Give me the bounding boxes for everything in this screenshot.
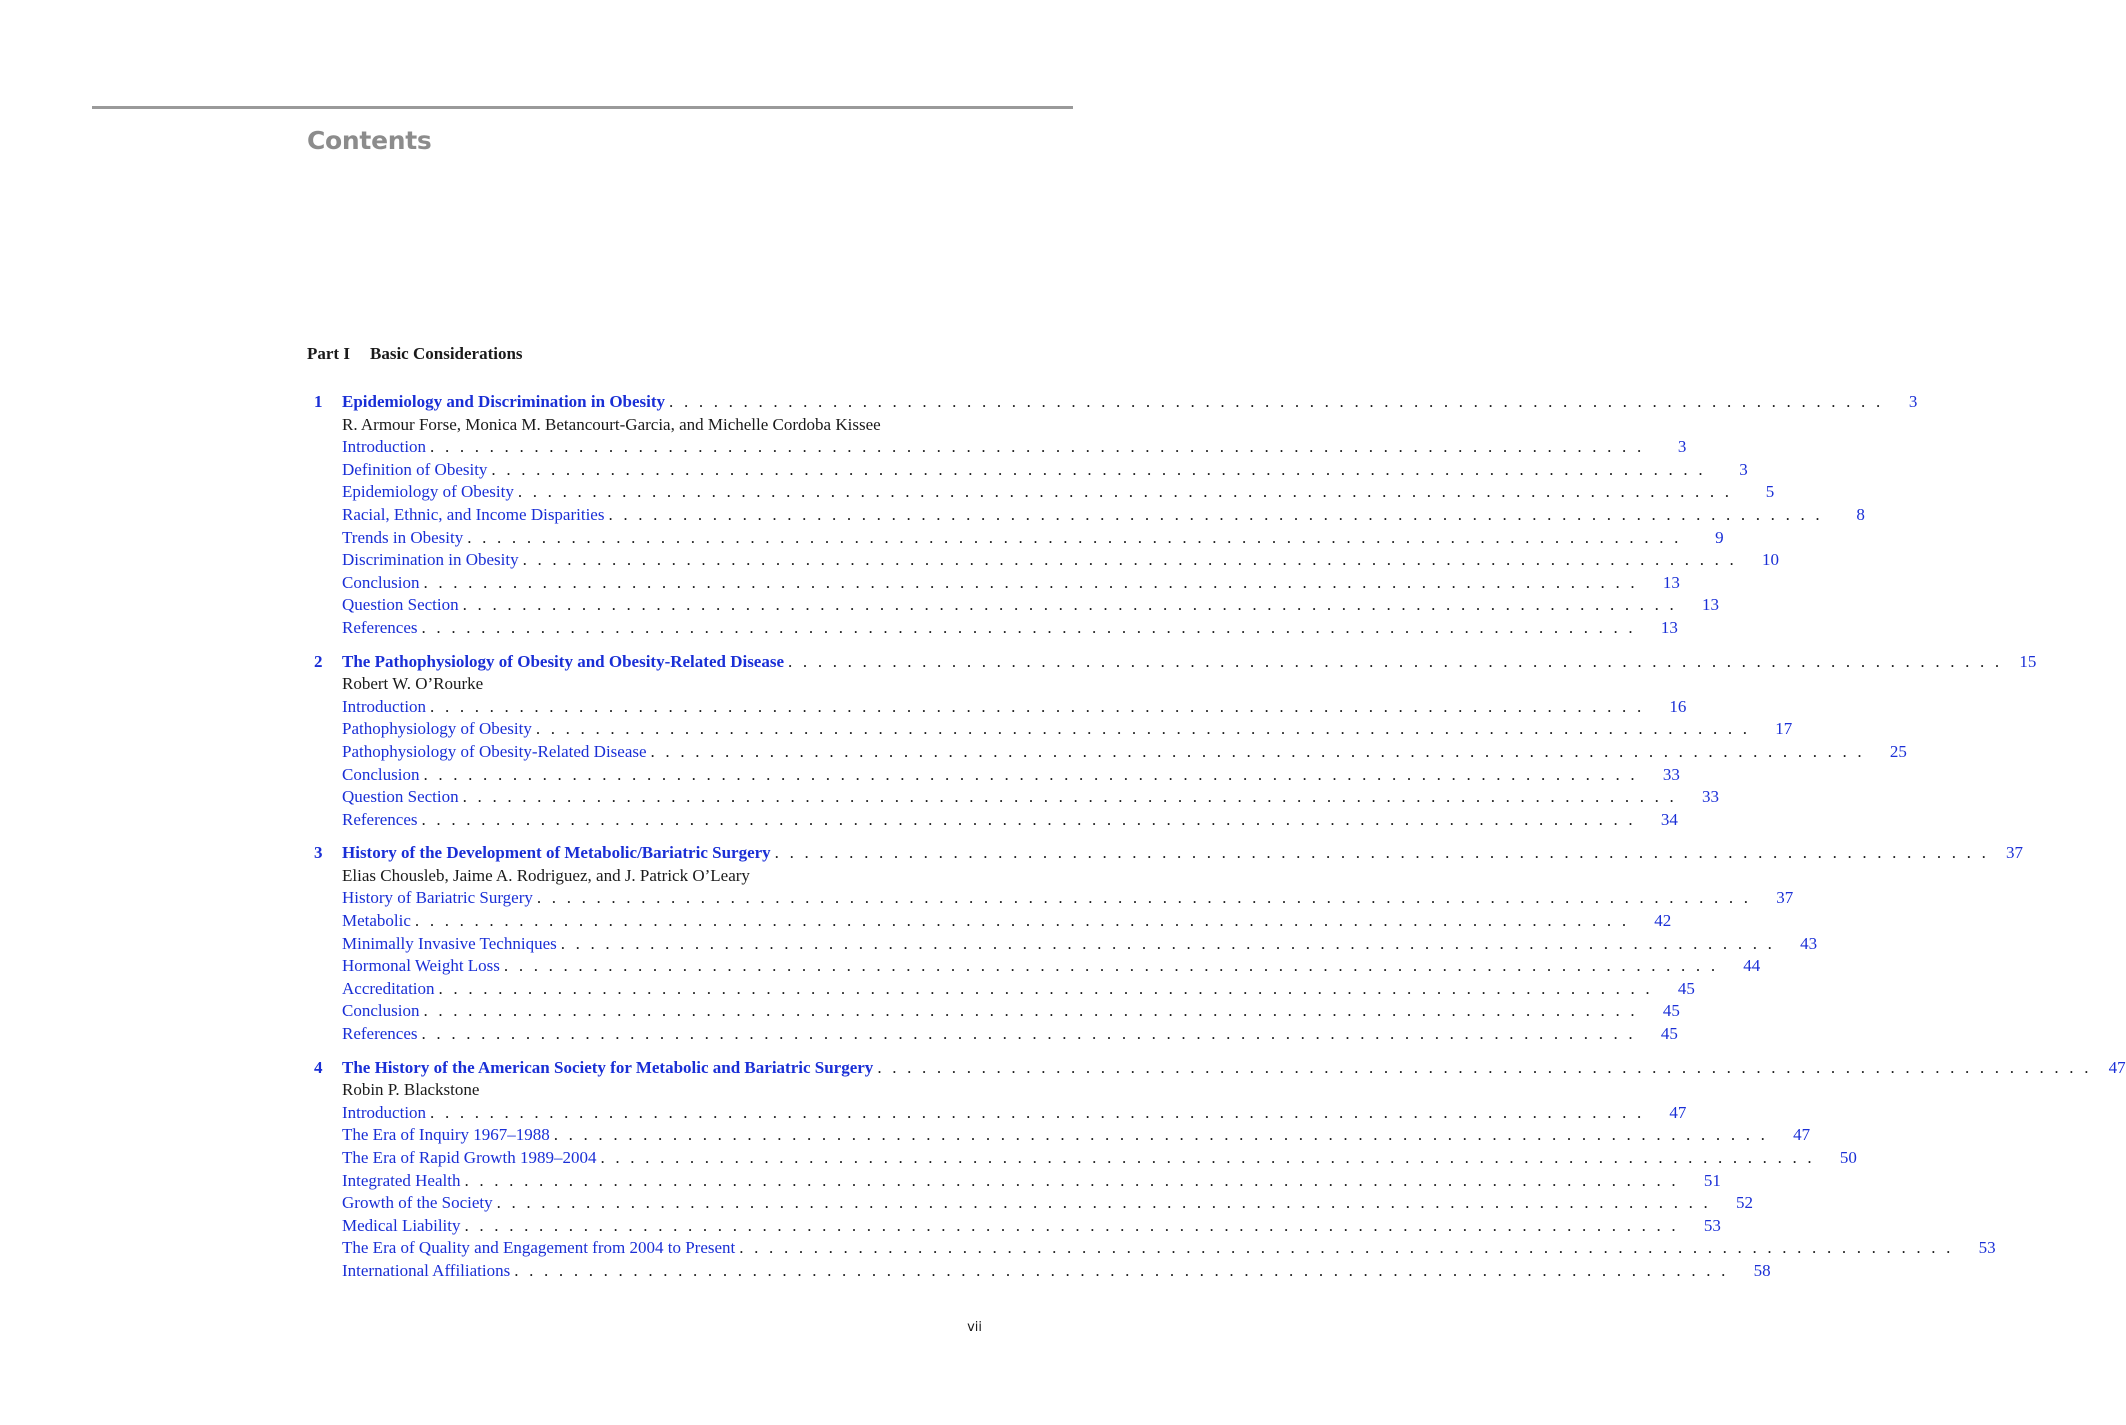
section-title-link[interactable]: References: [342, 1024, 418, 1044]
section-page-number[interactable]: 53: [1703, 1215, 1721, 1235]
chapter-row[interactable]: [307, 1057, 2126, 1080]
chapter-row[interactable]: [307, 391, 1918, 414]
section-row[interactable]: [307, 718, 1793, 741]
section-title-link[interactable]: Medical Liability: [342, 1215, 461, 1235]
section-title-link[interactable]: Minimally Invasive Techniques: [342, 933, 557, 953]
dot-leader: . . . . . . . . . . . . . . . . . . . . . . . . . . . . . . . . . . . . . . . . . . . . . . . . . . . . . . . . . . . . . . . . . . . . . . . . . . . . . . . . . .: [608, 504, 1823, 524]
chapter-number: 1: [314, 392, 323, 411]
dot-leader: . . . . . . . . . . . . . . . . . . . . . . . . . . . . . . . . . . . . . . . . . . . . . . . . . . . . . . . . . . . . . . . . . . . . . . . . . . . . . . . . . .: [877, 1057, 2092, 1077]
section-title-link[interactable]: Hormonal Weight Loss: [342, 956, 500, 976]
dot-leader: . . . . . . . . . . . . . . . . . . . . . . . . . . . . . . . . . . . . . . . . . . . . . . . . . . . . . . . . . . . . . . . . . . . . . . . . . . . . . . . . . .: [553, 1125, 1769, 1145]
section-title-link[interactable]: Racial, Ethnic, and Income Disparities: [342, 504, 605, 524]
dot-leader: . . . . . . . . . . . . . . . . . . . . . . . . . . . . . . . . . . . . . . . . . . . . . . . . . . . . . . . . . . . . . . . . . . . . . . . . . . . . . . . . . .: [423, 572, 1638, 592]
authors-row: [307, 865, 982, 888]
section-title-link[interactable]: Integrated Health: [342, 1170, 461, 1190]
section-row[interactable]: [307, 436, 1687, 459]
section-row[interactable]: [307, 696, 1687, 719]
part-label: Part I: [307, 344, 350, 363]
chapter-entry: [307, 1057, 2126, 1283]
dot-leader: . . . . . . . . . . . . . . . . . . . . . . . . . . . . . . . . . . . . . . . . . . . . . . . . . . . . . . . . . . . . . . . . . . . . . . . . . . . . . . . . . .: [467, 527, 1682, 547]
dot-leader: . . . . . . . . . . . . . . . . . . . . . . . . . . . . . . . . . . . . . . . . . . . . . . . . . . . . . . . . . . . . . . . . . . . . . . . . . . . . . . . . . .: [535, 719, 1751, 739]
chapter-page-number[interactable]: 47: [2108, 1057, 2126, 1077]
section-title-link[interactable]: Growth of the Society: [342, 1193, 493, 1213]
section-page-number[interactable]: 9: [1715, 527, 1724, 547]
section-page-number[interactable]: 33: [1702, 787, 1719, 807]
chapter-number: 4: [314, 1057, 323, 1077]
section-page-number[interactable]: 16: [1669, 696, 1687, 716]
section-page-number[interactable]: 43: [1800, 933, 1818, 953]
dot-leader: . . . . . . . . . . . . . . . . . . . . . . . . . . . . . . . . . . . . . . . . . . . . . . . . . . . . . . . . . . . . . . . . . . . . . . . . . . . . . . . . . .: [650, 741, 1865, 761]
chapter-authors: Elias Chousleb, Jaime A. Rodriguez, and J. Patrick O’Leary: [342, 865, 750, 885]
section-row[interactable]: [307, 741, 1907, 764]
section-page-number[interactable]: 34: [1660, 809, 1678, 829]
dot-leader: . . . . . . . . . . . . . . . . . . . . . . . . . . . . . . . . . . . . . . . . . . . . . . . . . . . . . . . . . . . . . . . . . . . . . . . . . . . . . . . . . .: [438, 978, 1653, 998]
section-page-number[interactable]: 52: [1735, 1193, 1753, 1213]
chapter-entry: [307, 391, 1918, 640]
section-row[interactable]: [307, 1260, 1771, 1283]
section-title-link[interactable]: References: [342, 617, 418, 637]
authors-row: [307, 414, 982, 437]
page-title: Contents: [307, 126, 432, 155]
section-row[interactable]: [307, 887, 1794, 910]
section-page-number[interactable]: 13: [1660, 617, 1678, 637]
section-page-number[interactable]: 3: [1677, 437, 1687, 457]
chapter-title-link[interactable]: Epidemiology and Discrimination in Obesity: [342, 392, 666, 411]
dot-leader: . . . . . . . . . . . . . . . . . . . . . . . . . . . . . . . . . . . . . . . . . . . . . . . . . . . . . . . . . . . . . . . . . . . . . . . . . . . . . . . . . .: [560, 933, 1776, 953]
chapter-row[interactable]: [307, 651, 2037, 674]
dot-leader: . . . . . . . . . . . . . . . . . . . . . . . . . . . . . . . . . . . . . . . . . . . . . . . . . . . . . . . . . . . . . . . . . . . . . . . . . . . . . . . . . .: [503, 956, 1719, 976]
section-title-link[interactable]: Discrimination in Obesity: [342, 550, 519, 570]
part-heading: [307, 344, 523, 364]
section-row[interactable]: [307, 1000, 1680, 1023]
chapter-title-link[interactable]: History of the Development of Metabolic/Bariatric Surgery: [342, 843, 771, 863]
dot-leader: . . . . . . . . . . . . . . . . . . . . . . . . . . . . . . . . . . . . . . . . . . . . . . . . . . . . . . . . . . . . . . . . . . . . . . . . . . . . . . . . . .: [774, 843, 1990, 863]
section-title-link[interactable]: Introduction: [342, 696, 427, 716]
chapter-page-number[interactable]: 3: [1908, 392, 1918, 411]
section-page-number[interactable]: 8: [1856, 504, 1865, 524]
dot-leader: . . . . . . . . . . . . . . . . . . . . . . . . . . . . . . . . . . . . . . . . . . . . . . . . . . . . . . . . . . . . . . . . . . . . . . . . . . . . . . . . . .: [514, 1260, 1729, 1280]
authors-row: [307, 673, 982, 696]
section-row[interactable]: [307, 549, 1779, 572]
section-title-link[interactable]: Pathophysiology of Obesity: [342, 719, 532, 739]
section-row[interactable]: [307, 1147, 1857, 1170]
dot-leader: . . . . . . . . . . . . . . . . . . . . . . . . . . . . . . . . . . . . . . . . . . . . . . . . . . . . . . . . . . . . . . . . . . . . . . . . . . . . . . . . . .: [788, 651, 2003, 671]
section-title-link[interactable]: Introduction: [342, 1102, 427, 1122]
dot-leader: . . . . . . . . . . . . . . . . . . . . . . . . . . . . . . . . . . . . . . . . . . . . . . . . . . . . . . . . . . . . . . . . . . . . . . . . . . . . . . . . . .: [430, 437, 1645, 457]
section-title-link[interactable]: The Era of Inquiry 1967–1988: [342, 1125, 550, 1145]
section-row[interactable]: [307, 809, 1678, 832]
section-row[interactable]: [307, 1170, 1721, 1193]
section-title-link[interactable]: Question Section: [342, 787, 459, 807]
section-title-link[interactable]: International Affiliations: [342, 1260, 511, 1280]
section-row[interactable]: [307, 786, 1719, 809]
section-title-link[interactable]: Question Section: [342, 595, 459, 615]
chapter-title-link[interactable]: The Pathophysiology of Obesity and Obesity-Related Disease: [342, 651, 785, 671]
section-title-link[interactable]: Conclusion: [342, 572, 420, 592]
dot-leader: . . . . . . . . . . . . . . . . . . . . . . . . . . . . . . . . . . . . . . . . . . . . . . . . . . . . . . . . . . . . . . . . . . . . . . . . . . . . . . . . . .: [462, 595, 1677, 615]
section-row[interactable]: [307, 764, 1680, 787]
chapter-authors: Robert W. O’Rourke: [342, 674, 484, 694]
dot-leader: . . . . . . . . . . . . . . . . . . . . . . . . . . . . . . . . . . . . . . . . . . . . . . . . . . . . . . . . . . . . . . . . . . . . . . . . . . . . . . . . . .: [522, 550, 1737, 570]
chapter-authors: R. Armour Forse, Monica M. Betancourt-Garcia, and Michelle Cordoba Kissee: [342, 414, 881, 434]
section-page-number[interactable]: 45: [1662, 1001, 1680, 1021]
section-page-number[interactable]: 47: [1669, 1102, 1687, 1122]
section-row[interactable]: [307, 1102, 1687, 1125]
section-page-number[interactable]: 50: [1839, 1148, 1857, 1167]
section-row[interactable]: [307, 481, 1775, 504]
chapter-entry: [307, 651, 2037, 832]
section-row[interactable]: [307, 933, 1818, 956]
section-page-number[interactable]: 5: [1765, 482, 1775, 502]
table-of-contents: [307, 391, 2126, 1294]
section-page-number[interactable]: 13: [1702, 595, 1719, 615]
section-row[interactable]: [307, 910, 1672, 933]
dot-leader: . . . . . . . . . . . . . . . . . . . . . . . . . . . . . . . . . . . . . . . . . . . . . . . . . . . . . . . . . . . . . . . . . . . . . . . . . . . . . . . . . .: [517, 482, 1733, 502]
section-page-number[interactable]: 58: [1753, 1260, 1771, 1280]
chapter-entry: [307, 842, 2024, 1045]
chapter-title-link[interactable]: The History of the American Society for Metabolic and Bariatric Surgery: [342, 1057, 874, 1077]
section-page-number[interactable]: 45: [1660, 1024, 1678, 1044]
section-page-number[interactable]: 47: [1793, 1125, 1811, 1145]
dot-leader: . . . . . . . . . . . . . . . . . . . . . . . . . . . . . . . . . . . . . . . . . . . . . . . . . . . . . . . . . . . . . . . . . . . . . . . . . . . . . . . . . .: [421, 617, 1636, 637]
section-page-number[interactable]: 53: [1978, 1238, 1996, 1258]
dot-leader: . . . . . . . . . . . . . . . . . . . . . . . . . . . . . . . . . . . . . . . . . . . . . . . . . . . . . . . . . . . . . . . . . . . . . . . . . . . . . . . . . .: [464, 1215, 1679, 1235]
dot-leader: . . . . . . . . . . . . . . . . . . . . . . . . . . . . . . . . . . . . . . . . . . . . . . . . . . . . . . . . . . . . . . . . . . . . . . . . . . . . . . . . . .: [430, 1102, 1645, 1122]
authors-row: [307, 1079, 982, 1102]
chapter-page-number[interactable]: 15: [2019, 651, 2037, 671]
dot-leader: . . . . . . . . . . . . . . . . . . . . . . . . . . . . . . . . . . . . . . . . . . . . . . . . . . . . . . . . . . . . . . . . . . . . . . . . . . . . . . . . . .: [423, 1001, 1638, 1021]
section-page-number[interactable]: 37: [1776, 888, 1794, 908]
section-title-link[interactable]: Accreditation: [342, 978, 435, 998]
section-title-link[interactable]: Introduction: [342, 437, 427, 457]
section-page-number[interactable]: 42: [1654, 911, 1672, 931]
chapter-number: 2: [314, 651, 323, 671]
section-page-number[interactable]: 45: [1677, 978, 1695, 998]
dot-leader: . . . . . . . . . . . . . . . . . . . . . . . . . . . . . . . . . . . . . . . . . . . . . . . . . . . . . . . . . . . . . . . . . . . . . . . . . . . . . . . . . .: [600, 1148, 1815, 1167]
page-number: vii: [967, 1320, 982, 1335]
dot-leader: . . . . . . . . . . . . . . . . . . . . . . . . . . . . . . . . . . . . . . . . . . . . . . . . . . . . . . . . . . . . . . . . . . . . . . . . . . . . . . . . . .: [423, 764, 1638, 784]
section-title-link[interactable]: Epidemiology of Obesity: [342, 482, 514, 502]
section-title-link[interactable]: References: [342, 809, 418, 829]
section-page-number[interactable]: 10: [1761, 550, 1779, 570]
section-row[interactable]: [307, 1237, 1996, 1260]
part-title: Basic Considerations: [370, 344, 523, 363]
section-row[interactable]: [307, 1215, 1721, 1238]
section-title-link[interactable]: Conclusion: [342, 1001, 420, 1021]
chapter-page-number[interactable]: 37: [2006, 843, 2024, 863]
section-title-link[interactable]: The Era of Quality and Engagement from 2004 to Present: [342, 1238, 736, 1258]
dot-leader: . . . . . . . . . . . . . . . . . . . . . . . . . . . . . . . . . . . . . . . . . . . . . . . . . . . . . . . . . . . . . . . . . . . . . . . . . . . . . . . . . .: [430, 696, 1645, 716]
chapter-number: 3: [314, 843, 323, 863]
section-title-link[interactable]: Conclusion: [342, 764, 420, 784]
section-title-link[interactable]: Definition of Obesity: [342, 459, 488, 479]
section-page-number[interactable]: 51: [1703, 1170, 1721, 1190]
section-row[interactable]: [307, 955, 1761, 978]
chapter-row[interactable]: [307, 842, 2024, 865]
dot-leader: . . . . . . . . . . . . . . . . . . . . . . . . . . . . . . . . . . . . . . . . . . . . . . . . . . . . . . . . . . . . . . . . . . . . . . . . . . . . . . . . . .: [464, 1170, 1679, 1190]
dot-leader: . . . . . . . . . . . . . . . . . . . . . . . . . . . . . . . . . . . . . . . . . . . . . . . . . . . . . . . . . . . . . . . . . . . . . . . . . . . . . . . . . .: [491, 459, 1706, 479]
section-row[interactable]: [307, 572, 1680, 595]
dot-leader: . . . . . . . . . . . . . . . . . . . . . . . . . . . . . . . . . . . . . . . . . . . . . . . . . . . . . . . . . . . . . . . . . . . . . . . . . . . . . . . . . .: [669, 392, 1884, 411]
section-page-number[interactable]: 3: [1739, 459, 1748, 479]
section-title-link[interactable]: Metabolic: [342, 911, 411, 931]
section-row[interactable]: [307, 1023, 1678, 1046]
section-title-link[interactable]: The Era of Rapid Growth 1989–2004: [342, 1148, 597, 1167]
section-row[interactable]: [307, 459, 1748, 482]
dot-leader: . . . . . . . . . . . . . . . . . . . . . . . . . . . . . . . . . . . . . . . . . . . . . . . . . . . . . . . . . . . . . . . . . . . . . . . . . . . . . . . . . .: [462, 787, 1677, 807]
section-title-link[interactable]: History of Bariatric Surgery: [342, 888, 533, 908]
section-row[interactable]: [307, 504, 1865, 527]
section-page-number[interactable]: 44: [1743, 956, 1761, 976]
dot-leader: . . . . . . . . . . . . . . . . . . . . . . . . . . . . . . . . . . . . . . . . . . . . . . . . . . . . . . . . . . . . . . . . . . . . . . . . . . . . . . . . . .: [739, 1238, 1954, 1258]
section-page-number[interactable]: 13: [1662, 572, 1680, 592]
section-row[interactable]: [307, 527, 1724, 550]
section-page-number[interactable]: 25: [1889, 741, 1907, 761]
dot-leader: . . . . . . . . . . . . . . . . . . . . . . . . . . . . . . . . . . . . . . . . . . . . . . . . . . . . . . . . . . . . . . . . . . . . . . . . . . . . . . . . . .: [414, 911, 1630, 931]
section-title-link[interactable]: Trends in Obesity: [342, 527, 464, 547]
section-title-link[interactable]: Pathophysiology of Obesity-Related Disease: [342, 741, 647, 761]
section-row[interactable]: [307, 617, 1678, 640]
section-row[interactable]: [307, 594, 1719, 617]
section-row[interactable]: [307, 978, 1695, 1001]
section-row[interactable]: [307, 1124, 1811, 1147]
section-page-number[interactable]: 17: [1775, 719, 1793, 739]
top-rule: [92, 106, 1073, 109]
dot-leader: . . . . . . . . . . . . . . . . . . . . . . . . . . . . . . . . . . . . . . . . . . . . . . . . . . . . . . . . . . . . . . . . . . . . . . . . . . . . . . . . . .: [496, 1193, 1711, 1213]
dot-leader: . . . . . . . . . . . . . . . . . . . . . . . . . . . . . . . . . . . . . . . . . . . . . . . . . . . . . . . . . . . . . . . . . . . . . . . . . . . . . . . . . .: [536, 888, 1752, 908]
dot-leader: . . . . . . . . . . . . . . . . . . . . . . . . . . . . . . . . . . . . . . . . . . . . . . . . . . . . . . . . . . . . . . . . . . . . . . . . . . . . . . . . . .: [421, 1024, 1636, 1044]
section-row[interactable]: [307, 1192, 1753, 1215]
dot-leader: . . . . . . . . . . . . . . . . . . . . . . . . . . . . . . . . . . . . . . . . . . . . . . . . . . . . . . . . . . . . . . . . . . . . . . . . . . . . . . . . . .: [421, 809, 1636, 829]
chapter-authors: Robin P. Blackstone: [342, 1080, 480, 1100]
section-page-number[interactable]: 33: [1662, 764, 1680, 784]
